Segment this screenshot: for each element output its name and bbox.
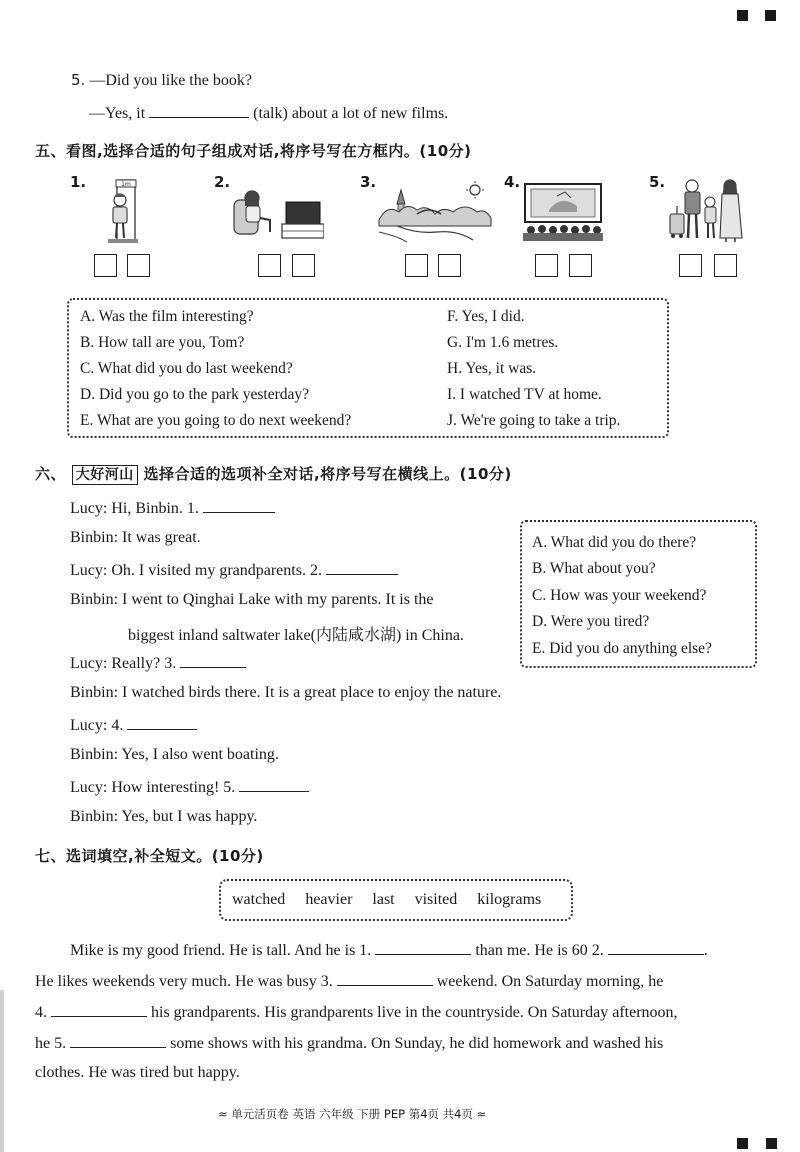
picture-4-number: 4. xyxy=(504,173,521,191)
family-trip-icon xyxy=(668,176,748,244)
dialogue-line-2: Binbin: It was great. xyxy=(70,529,201,546)
height-label: 1m xyxy=(121,181,131,188)
picture-4-box-b[interactable] xyxy=(569,254,592,277)
option-g: G. I'm 1.6 metres. xyxy=(447,334,559,351)
picture-1-box-b[interactable] xyxy=(127,254,150,277)
picture-5-number: 5. xyxy=(649,173,666,191)
section6-prefix: 六、 xyxy=(35,465,67,483)
picture-3-box-b[interactable] xyxy=(438,254,461,277)
dialogue-line-3-text: Lucy: Oh. I visited my grandparents. 2. xyxy=(70,562,322,579)
dialogue-blank-4[interactable] xyxy=(127,715,197,730)
item5-num: 5. xyxy=(71,71,86,89)
passage-blank-3[interactable] xyxy=(337,971,433,986)
passage-l3b: his grandparents. His grandparents live in the countryside. On Saturday afternoon, xyxy=(151,1004,678,1021)
item5-question xyxy=(71,71,252,90)
dialogue-line-6 xyxy=(70,653,246,673)
option-f: F. Yes, I did. xyxy=(447,308,525,325)
cinema-screen-icon xyxy=(521,182,605,242)
dialogue-line-10 xyxy=(70,777,309,797)
picture-4-box-a[interactable] xyxy=(535,254,558,277)
dialogue-line-8-text: Lucy: 4. xyxy=(70,717,124,734)
option-j: J. We're going to take a trip. xyxy=(447,412,621,429)
picture-5-box-b[interactable] xyxy=(714,254,737,277)
passage-blank-1[interactable] xyxy=(375,940,471,955)
dialogue-line-11: Binbin: Yes, but I was happy. xyxy=(70,808,258,825)
passage-line-1 xyxy=(70,940,708,960)
passage-l4a: he 5. xyxy=(35,1035,67,1052)
dialogue-line-5: biggest inland saltwater lake(内陆咸水湖) in China. xyxy=(128,627,464,644)
dialogue-line-10-text: Lucy: How interesting! 5. xyxy=(70,779,236,796)
option-i: I. I watched TV at home. xyxy=(447,386,602,403)
corner-mark-bottom-right-2 xyxy=(766,1138,777,1149)
s6-option-b: B. What about you? xyxy=(532,560,656,577)
picture-3-number: 3. xyxy=(360,173,377,191)
passage-blank-5[interactable] xyxy=(70,1033,166,1048)
picture-2-box-b[interactable] xyxy=(292,254,315,277)
option-c: C. What did you do last weekend? xyxy=(80,360,293,377)
section6-stamp: 大好河山 xyxy=(72,465,138,485)
item5-answer-hint: (talk) about a lot of new films. xyxy=(253,105,449,122)
girl-watching-tv-icon xyxy=(232,180,324,244)
left-edge-shadow xyxy=(0,990,4,1152)
picture-5-box-a[interactable] xyxy=(679,254,702,277)
passage-line-4 xyxy=(35,1033,663,1053)
corner-mark-top-right-1 xyxy=(737,10,748,21)
dialogue-line-4: Binbin: I went to Qinghai Lake with my parents. It is the xyxy=(70,591,434,608)
dialogue-blank-2[interactable] xyxy=(326,560,398,575)
option-e: E. What are you going to do next weekend? xyxy=(80,412,352,429)
dialogue-line-6-text: Lucy: Really? 3. xyxy=(70,655,177,672)
corner-mark-bottom-right-1 xyxy=(737,1138,748,1149)
option-b: B. How tall are you, Tom? xyxy=(80,334,245,351)
word-bank-heavier: heavier xyxy=(305,891,353,908)
picture-2-box-a[interactable] xyxy=(258,254,281,277)
item5-answer-blank[interactable] xyxy=(149,103,249,118)
dialogue-line-3 xyxy=(70,560,398,580)
passage-blank-4[interactable] xyxy=(51,1002,147,1017)
item5-answer xyxy=(89,103,448,123)
picture-1-number: 1. xyxy=(70,173,87,191)
passage-l1b: than me. He is 60 2. xyxy=(475,942,604,959)
passage-l4b: some shows with his grandma. On Sunday, he did homework and washed his xyxy=(170,1035,664,1052)
corner-mark-top-right-2 xyxy=(765,10,776,21)
dialogue-blank-1[interactable] xyxy=(203,498,275,513)
passage-line-2 xyxy=(35,971,663,991)
boy-height-measure-icon xyxy=(100,178,142,246)
item5-question-text: —Did you like the book? xyxy=(89,72,252,89)
picture-1-box-a[interactable] xyxy=(94,254,117,277)
section7-heading: 七、选词填空,补全短文。(10分) xyxy=(35,847,264,865)
park-scenery-icon xyxy=(377,180,493,244)
option-d: D. Did you go to the park yesterday? xyxy=(80,386,309,403)
picture-2-number: 2. xyxy=(214,173,231,191)
passage-line-5: clothes. He was tired but happy. xyxy=(35,1064,240,1081)
passage-l1c: . xyxy=(703,942,708,959)
option-h: H. Yes, it was. xyxy=(447,360,537,377)
section5-heading: 五、看图,选择合适的句子组成对话,将序号写在方框内。(10分) xyxy=(35,142,472,160)
dialogue-blank-5[interactable] xyxy=(239,777,309,792)
picture-3-box-a[interactable] xyxy=(405,254,428,277)
word-bank xyxy=(232,891,541,909)
dialogue-blank-3[interactable] xyxy=(180,653,246,668)
section6-heading: 选择合适的选项补全对话,将序号写在横线上。(10分) xyxy=(143,465,512,483)
word-bank-kilograms: kilograms xyxy=(477,891,542,908)
dialogue-line-1-text: Lucy: Hi, Binbin. 1. xyxy=(70,500,199,517)
s6-option-d: D. Were you tired? xyxy=(532,613,650,630)
dialogue-line-9: Binbin: Yes, I also went boating. xyxy=(70,746,279,763)
s6-option-e: E. Did you do anything else? xyxy=(532,640,712,657)
passage-l2b: weekend. On Saturday morning, he xyxy=(436,973,664,990)
s6-option-c: C. How was your weekend? xyxy=(532,587,707,604)
dialogue-line-7: Binbin: I watched birds there. It is a great place to enjoy the nature. xyxy=(70,684,502,701)
passage-line-3 xyxy=(35,1002,678,1022)
s6-option-a: A. What did you do there? xyxy=(532,534,697,551)
page-footer: ≈ 单元活页卷 英语 六年级 下册 PEP 第4页 共4页 ≈ xyxy=(218,1107,487,1121)
passage-l2a: He likes weekends very much. He was busy 3. xyxy=(35,973,333,990)
word-bank-watched: watched xyxy=(232,891,286,908)
section6-heading-row xyxy=(35,463,512,485)
item5-answer-prefix: —Yes, it xyxy=(89,105,146,122)
passage-l1a: Mike is my good friend. He is tall. And he is 1. xyxy=(70,942,372,959)
word-bank-last: last xyxy=(372,891,395,908)
dialogue-line-8 xyxy=(70,715,197,735)
word-bank-visited: visited xyxy=(414,891,458,908)
option-a: A. Was the film interesting? xyxy=(80,308,254,325)
passage-blank-2[interactable] xyxy=(608,940,704,955)
dialogue-line-1 xyxy=(70,498,275,518)
passage-l3a: 4. xyxy=(35,1004,47,1021)
